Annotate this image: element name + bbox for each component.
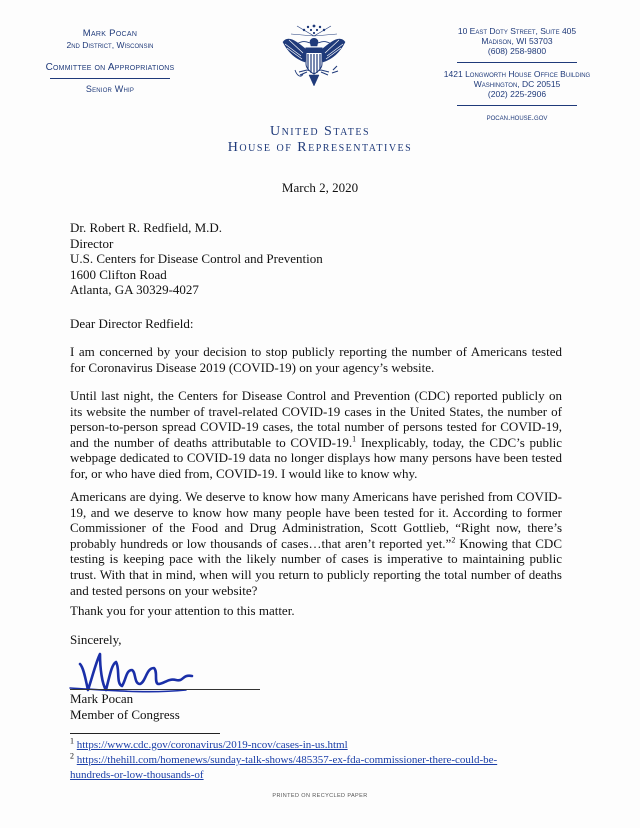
paragraph-3 bbox=[70, 489, 562, 598]
chamber-title-line2: House of Representatives bbox=[227, 140, 413, 155]
paragraph-3-text-b: Knowing that CDC testing is keeping pace with the likely number of cases is imperative to maintaining public trust. With that in mind, when will you return to publicly reporting the total number of deaths and tested persons on your website? bbox=[70, 535, 562, 598]
salutation: Dear Director Redfield: bbox=[70, 316, 194, 331]
footnote-link-2[interactable]: https://thehill.com/homenews/sunday-talk-shows/485357-ex-fda-commissioner-there-could-be-hundreds-or-low-thousands-of bbox=[70, 754, 498, 781]
paragraph-2-text-b: Inexplicably, today, the CDC’s public webpage dedicated to COVID-19 data no longer displays how many persons have been tested for, or who have died from, COVID-19. I would like to know why. bbox=[70, 434, 562, 481]
district-office-street: 10 East Doty Street, Suite 405 bbox=[457, 26, 577, 36]
eagle-seal-icon bbox=[277, 20, 351, 100]
paragraph-1: I am concerned by your decision to stop publicly reporting the number of Americans tested for Coronavirus Disease 2019 (COVID-19) on your agency’s website. bbox=[70, 344, 562, 375]
recipient-line: Atlanta, GA 30329-4027 bbox=[70, 282, 199, 298]
district-office-city: Madison, WI 53703 bbox=[481, 36, 553, 46]
district-office-phone: (608) 258-9800 bbox=[487, 46, 547, 56]
paragraph-2-text-a: Until last night, the Centers for Disease Control and Prevention (CDC) reported publicly on its website the number of travel-related COVID-19 cases in the United States, the number of person-to-person spread COVID-19 cases, the total number of persons tested for COVID-19, and the number of deaths attributable to COVID-19. bbox=[70, 388, 562, 450]
signer-name: Mark Pocan bbox=[70, 691, 134, 706]
footnote-link-1[interactable]: https://www.cdc.gov/coronavirus/2019-ncov/cases-in-us.html bbox=[76, 739, 348, 751]
letterhead-left bbox=[30, 28, 190, 94]
letterhead-divider bbox=[457, 105, 577, 106]
recipient-line: Dr. Robert R. Redfield, M.D. bbox=[70, 220, 223, 235]
paragraph-thanks: Thank you for your attention to this matter. bbox=[70, 603, 295, 618]
paragraph-3-text-a: Americans are dying. We deserve to know how many Americans have perished from COVID-19, and we deserve to know how many people have been tested for it. According to former Commissioner of the Food and Drug Administration, Scott Gottlieb, “Right now, there’s probably hundreds or low thousands of cases…that aren’t reported yet.” bbox=[70, 489, 562, 551]
recycled-paper-notice: PRINTED ON RECYCLED PAPER bbox=[272, 793, 368, 799]
footnote-number: 1 bbox=[70, 736, 74, 746]
letterhead-divider bbox=[457, 62, 577, 63]
footnotes bbox=[70, 738, 540, 783]
member-role: Senior Whip bbox=[85, 84, 135, 94]
signature-line bbox=[70, 689, 260, 690]
dc-office-city: Washington, DC 20515 bbox=[473, 79, 561, 89]
signer-block bbox=[70, 691, 180, 722]
member-name: Mark Pocan bbox=[82, 28, 138, 39]
recipient-line: 1600 Clifton Road bbox=[70, 266, 167, 282]
website-text: pocan.house.gov bbox=[486, 112, 548, 122]
recipient-line: Director bbox=[70, 235, 114, 251]
letter-date: March 2, 2020 bbox=[281, 180, 359, 195]
closing: Sincerely, bbox=[70, 632, 122, 647]
dc-office-building: 1421 Longworth House Office Building bbox=[443, 69, 591, 79]
committee-name: Committee on Appropriations bbox=[45, 62, 175, 73]
footnote-ref-1[interactable]: 1 bbox=[352, 434, 357, 444]
dc-office-phone: (202) 225-2906 bbox=[487, 89, 547, 99]
signer-title: Member of Congress bbox=[70, 706, 180, 722]
footnote-ref-2[interactable]: 2 bbox=[451, 535, 456, 545]
member-district: 2nd District, Wisconsin bbox=[66, 40, 154, 50]
footnote-2 bbox=[70, 753, 540, 783]
recipient-line: U.S. Centers for Disease Control and Prevention bbox=[70, 251, 323, 267]
recipient-address bbox=[70, 220, 323, 298]
letterhead-right bbox=[428, 26, 606, 122]
letterhead-divider bbox=[50, 78, 170, 79]
footnote-divider bbox=[70, 733, 220, 734]
footnote-number: 2 bbox=[70, 751, 74, 761]
footnote-1 bbox=[70, 738, 540, 753]
paragraph-2 bbox=[70, 388, 562, 482]
chamber-title-line1: United States bbox=[269, 124, 371, 139]
